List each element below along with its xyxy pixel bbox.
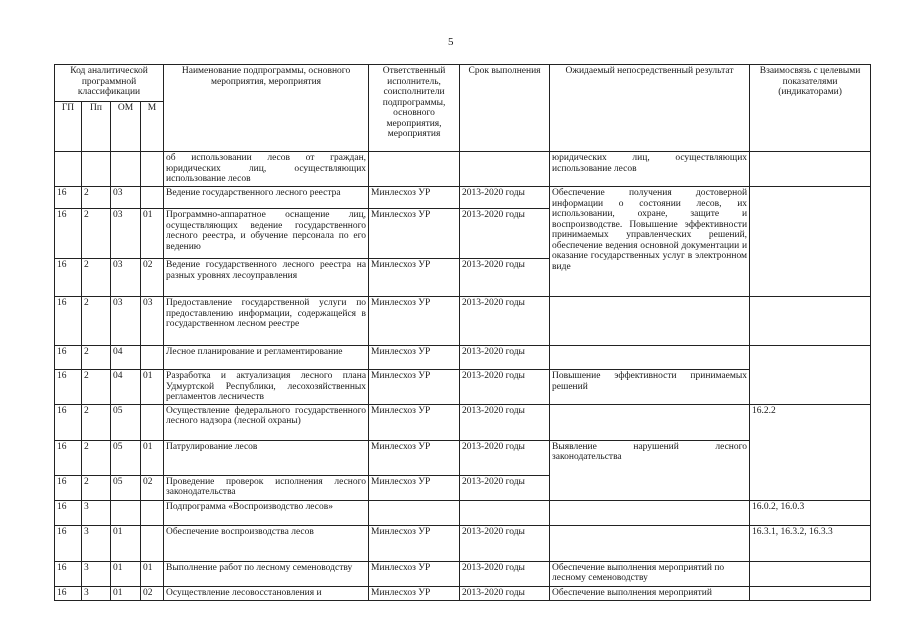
om-cell: 03 <box>111 297 141 346</box>
table-row <box>55 404 871 440</box>
result-cell <box>550 297 750 346</box>
resp-cell: Минлесхоз УР <box>369 346 460 370</box>
resp-cell: Минлесхоз УР <box>369 259 460 297</box>
name-cell: Предоставление государственной услуги по предоставлению информации, содержащейся в государственном лесном реестре <box>164 297 369 346</box>
name-cell: об использовании лесов от граждан, юридических лиц, осуществляющих использование лесов <box>164 152 369 187</box>
pp-cell <box>82 152 111 187</box>
pp-cell: 2 <box>82 370 111 405</box>
gp-header: ГП <box>55 102 82 152</box>
pp-cell: 2 <box>82 297 111 346</box>
name-header: Наименование подпрограммы, основного мероприятия, мероприятия <box>164 65 369 152</box>
indicators-header: Взаимосвязь с целевыми показателями (индикаторами) <box>750 65 871 152</box>
gp-cell: 16 <box>55 259 82 297</box>
table-row <box>55 152 871 187</box>
gp-cell: 16 <box>55 525 82 561</box>
m-cell <box>141 187 164 209</box>
pp-cell: 2 <box>82 209 111 259</box>
result-cell: юридических лиц, осуществляющих использование лесов <box>550 152 750 187</box>
term-cell: 2013-2020 годы <box>460 404 550 440</box>
name-cell: Осуществление лесовосстановления и <box>164 586 369 600</box>
om-cell <box>111 500 141 525</box>
om-cell: 04 <box>111 370 141 405</box>
m-cell: 01 <box>141 561 164 586</box>
pp-cell: 2 <box>82 440 111 475</box>
ind-cell <box>750 187 871 209</box>
m-cell <box>141 500 164 525</box>
m-cell <box>141 152 164 187</box>
pp-cell: 2 <box>82 346 111 370</box>
pp-header: Пп <box>82 102 111 152</box>
resp-cell: Минлесхоз УР <box>369 187 460 209</box>
m-cell: 02 <box>141 586 164 600</box>
ind-cell <box>750 440 871 475</box>
pp-cell: 3 <box>82 586 111 600</box>
ind-cell <box>750 259 871 297</box>
om-cell: 04 <box>111 346 141 370</box>
m-cell: 01 <box>141 440 164 475</box>
name-cell: Осуществление федерального государственного лесного надзора (лесной охраны) <box>164 404 369 440</box>
gp-cell: 16 <box>55 297 82 346</box>
om-cell: 01 <box>111 525 141 561</box>
m-cell: 01 <box>141 209 164 259</box>
om-cell: 05 <box>111 440 141 475</box>
term-cell: 2013-2020 годы <box>460 346 550 370</box>
ind-cell <box>750 209 871 259</box>
responsible-header: Ответственный исполнитель, соисполнители подпрограммы, основного мероприятия, мероприятия <box>369 65 460 152</box>
gp-cell: 16 <box>55 370 82 405</box>
ind-cell <box>750 475 871 500</box>
gp-cell: 16 <box>55 187 82 209</box>
term-cell: 2013-2020 годы <box>460 259 550 297</box>
result-cell: Повышение эффективности принимаемых решений <box>550 370 750 405</box>
name-cell: Лесное планирование и регламентирование <box>164 346 369 370</box>
ind-cell <box>750 561 871 586</box>
term-cell: 2013-2020 годы <box>460 370 550 405</box>
gp-cell: 16 <box>55 440 82 475</box>
table-row <box>55 561 871 586</box>
term-cell <box>460 500 550 525</box>
table-row <box>55 500 871 525</box>
ind-cell <box>750 586 871 600</box>
m-cell: 02 <box>141 475 164 500</box>
term-cell: 2013-2020 годы <box>460 440 550 475</box>
om-cell <box>111 152 141 187</box>
gp-cell <box>55 152 82 187</box>
result-cell <box>550 525 750 561</box>
result-cell: Обеспечение получения достоверной информации о состоянии лесов, их использовании, охране, защите и воспроизводстве. Повышение эффективности принимаемых управленческих решений, обеспечение ведения основной документации и оказание государственных услуг в электронном виде <box>550 187 750 297</box>
table-row <box>55 370 871 405</box>
ind-cell: 16.0.2, 16.0.3 <box>750 500 871 525</box>
term-cell <box>460 152 550 187</box>
term-header: Срок выполнения <box>460 65 550 152</box>
table-row <box>55 525 871 561</box>
pp-cell: 3 <box>82 525 111 561</box>
result-cell: Выявление нарушений лесного законодательства <box>550 440 750 500</box>
gp-cell: 16 <box>55 404 82 440</box>
table-row <box>55 440 871 475</box>
pp-cell: 3 <box>82 561 111 586</box>
om-cell: 05 <box>111 404 141 440</box>
om-header: ОМ <box>111 102 141 152</box>
table-row <box>55 346 871 370</box>
name-cell: Патрулирование лесов <box>164 440 369 475</box>
term-cell: 2013-2020 годы <box>460 561 550 586</box>
name-cell: Выполнение работ по лесному семеноводству <box>164 561 369 586</box>
result-cell <box>550 404 750 440</box>
term-cell: 2013-2020 годы <box>460 586 550 600</box>
result-cell: Обеспечение выполнения мероприятий <box>550 586 750 600</box>
m-cell <box>141 525 164 561</box>
term-cell: 2013-2020 годы <box>460 525 550 561</box>
code-group-header: Код аналитической программной классификации <box>55 65 164 102</box>
result-cell <box>550 346 750 370</box>
ind-cell: 16.2.2 <box>750 404 871 440</box>
resp-cell: Минлесхоз УР <box>369 525 460 561</box>
term-cell: 2013-2020 годы <box>460 187 550 209</box>
gp-cell: 16 <box>55 586 82 600</box>
resp-cell: Минлесхоз УР <box>369 475 460 500</box>
resp-cell: Минлесхоз УР <box>369 561 460 586</box>
resp-cell: Минлесхоз УР <box>369 404 460 440</box>
resp-cell: Минлесхоз УР <box>369 440 460 475</box>
term-cell: 2013-2020 годы <box>460 209 550 259</box>
resp-cell <box>369 152 460 187</box>
m-header: М <box>141 102 164 152</box>
m-cell: 03 <box>141 297 164 346</box>
om-cell: 03 <box>111 259 141 297</box>
gp-cell: 16 <box>55 475 82 500</box>
resp-cell: Минлесхоз УР <box>369 586 460 600</box>
name-cell: Разработка и актуализация лесного плана Удмуртской Республики, лесохозяйственных регламентов лесничеств <box>164 370 369 405</box>
result-header: Ожидаемый непосредственный результат <box>550 65 750 152</box>
gp-cell: 16 <box>55 500 82 525</box>
om-cell: 03 <box>111 209 141 259</box>
ind-cell <box>750 370 871 405</box>
name-cell: Ведение государственного лесного реестра <box>164 187 369 209</box>
pp-cell: 2 <box>82 187 111 209</box>
table-row <box>55 297 871 346</box>
name-cell: Ведение государственного лесного реестра на разных уровнях лесоуправления <box>164 259 369 297</box>
om-cell: 01 <box>111 586 141 600</box>
om-cell: 05 <box>111 475 141 500</box>
ind-cell <box>750 152 871 187</box>
gp-cell: 16 <box>55 561 82 586</box>
term-cell: 2013-2020 годы <box>460 475 550 500</box>
table-row <box>55 187 871 209</box>
resp-cell <box>369 500 460 525</box>
page-number: 5 <box>448 36 454 48</box>
ind-cell <box>750 297 871 346</box>
program-table <box>54 64 871 601</box>
resp-cell: Минлесхоз УР <box>369 297 460 346</box>
m-cell <box>141 346 164 370</box>
pp-cell: 3 <box>82 500 111 525</box>
ind-cell: 16.3.1, 16.3.2, 16.3.3 <box>750 525 871 561</box>
pp-cell: 2 <box>82 259 111 297</box>
table-row <box>55 586 871 600</box>
resp-cell: Минлесхоз УР <box>369 370 460 405</box>
gp-cell: 16 <box>55 209 82 259</box>
om-cell: 03 <box>111 187 141 209</box>
pp-cell: 2 <box>82 404 111 440</box>
resp-cell: Минлесхоз УР <box>369 209 460 259</box>
gp-cell: 16 <box>55 346 82 370</box>
name-cell: Проведение проверок исполнения лесного законодательства <box>164 475 369 500</box>
header-row <box>55 65 871 102</box>
result-cell <box>550 500 750 525</box>
result-cell: Обеспечение выполнения мероприятий по лесному семеноводству <box>550 561 750 586</box>
m-cell <box>141 404 164 440</box>
term-cell: 2013-2020 годы <box>460 297 550 346</box>
pp-cell: 2 <box>82 475 111 500</box>
name-cell: Обеспечение воспроизводства лесов <box>164 525 369 561</box>
name-cell: Программно-аппаратное оснащение лиц, осуществляющих ведение государственного лесного реестра, и обучение персонала по его ведению <box>164 209 369 259</box>
name-cell: Подпрограмма «Воспроизводство лесов» <box>164 500 369 525</box>
om-cell: 01 <box>111 561 141 586</box>
m-cell: 02 <box>141 259 164 297</box>
ind-cell <box>750 346 871 370</box>
m-cell: 01 <box>141 370 164 405</box>
